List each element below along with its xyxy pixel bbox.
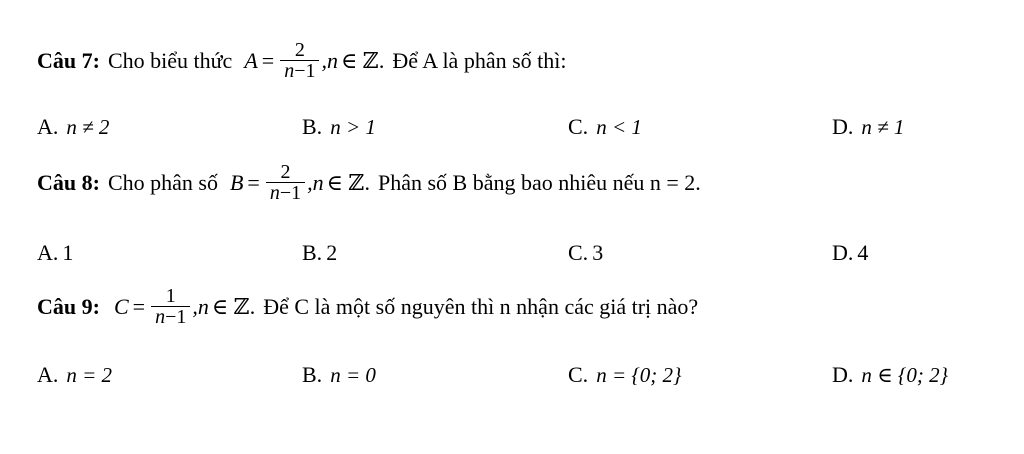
question-9-eq: = [132,293,146,319]
q9-option-c-letter: C. [568,362,589,387]
question-8-denominator [266,182,305,203]
q7-option-c-letter: C. [568,114,589,139]
q7-option-c-expr: n < 1 [596,115,642,139]
question-8 [37,162,701,203]
q9-option-a-letter: A. [37,362,59,387]
question-7-label: Câu 7: [37,47,100,73]
question-9-var: C [113,293,129,319]
q7-option-d-letter: D. [832,114,854,139]
question-8-domain-var: ,n [307,169,324,195]
q7-option-b[interactable] [302,114,376,140]
question-8-text-before: Cho phân số [107,169,218,195]
question-9-den-rest: −1 [165,306,187,328]
q7-option-b-letter: B. [302,114,323,139]
question-7-text-before: Cho biểu thức [107,47,233,73]
q8-option-d[interactable] [832,240,868,266]
question-9-fraction [151,286,190,327]
q7-option-d[interactable] [832,114,904,140]
q9-option-a[interactable] [37,362,112,388]
q8-option-a-expr: 1 [62,240,74,265]
question-9-label: Câu 9: [37,293,100,319]
q7-option-d-expr: n ≠ 1 [861,115,905,139]
question-9 [37,286,698,327]
q9-option-c[interactable] [568,362,681,388]
question-8-fraction [266,162,305,203]
question-8-numerator: 2 [280,161,291,183]
q8-option-c-expr: 3 [592,240,604,265]
q9-option-a-expr: n = 2 [66,363,113,387]
q9-option-c-expr: n = {0; 2} [596,363,682,387]
question-9-den-var: n [155,306,166,328]
question-8-den-rest: −1 [279,182,302,204]
question-7-den-var: n [284,60,295,82]
question-9-domain-var: ,n [192,293,209,319]
q8-option-c[interactable] [568,240,603,266]
question-7-numerator: 2 [294,39,305,61]
question-7 [37,40,566,81]
q7-option-a-expr: n ≠ 2 [66,115,110,139]
question-8-options [0,240,1024,270]
question-7-denominator [280,60,319,81]
q7-option-c[interactable] [568,114,642,140]
q9-option-b[interactable] [302,362,376,388]
question-9-options [0,362,1024,392]
question-7-options [0,114,1024,144]
question-9-domain-rest: ∈ ℤ. [211,293,256,319]
question-8-text-after: Phân số B bằng bao nhiêu nếu n = 2. [377,169,701,195]
question-7-domain-var: ,n [321,47,338,73]
question-8-label: Câu 8: [37,169,100,195]
q7-option-a-letter: A. [37,114,59,139]
q8-option-a-letter: A. [37,240,59,265]
question-7-eq: = [261,47,275,73]
q8-option-d-expr: 4 [857,240,869,265]
question-7-var: A [244,47,258,73]
question-9-text-after: Để C là một số nguyên thì n nhận các giá trị nào? [263,293,699,319]
q9-option-b-expr: n = 0 [330,363,376,387]
q9-option-d-expr: n ∈ {0; 2} [861,363,948,387]
q8-option-d-letter: D. [832,240,854,265]
q8-option-a[interactable] [37,240,73,266]
q8-option-b[interactable] [302,240,337,266]
question-8-domain-rest: ∈ ℤ. [326,169,370,195]
question-8-eq: = [247,169,260,195]
question-7-domain-rest: ∈ ℤ. [340,47,385,73]
q9-option-b-letter: B. [302,362,323,387]
q8-option-b-letter: B. [302,240,323,265]
q7-option-b-expr: n > 1 [330,115,376,139]
question-7-text-after: Để A là phân số thì: [392,47,567,73]
q9-option-d-letter: D. [832,362,854,387]
question-7-fraction [280,40,319,81]
q8-option-b-expr: 2 [326,240,338,265]
q7-option-a[interactable] [37,114,109,140]
question-8-var: B [229,169,244,195]
q8-option-c-letter: C. [568,240,589,265]
q9-option-d[interactable] [832,362,948,388]
question-7-den-rest: −1 [294,60,316,82]
question-9-denominator [151,306,190,327]
question-8-den-var: n [269,182,280,204]
question-9-numerator: 1 [165,285,176,307]
